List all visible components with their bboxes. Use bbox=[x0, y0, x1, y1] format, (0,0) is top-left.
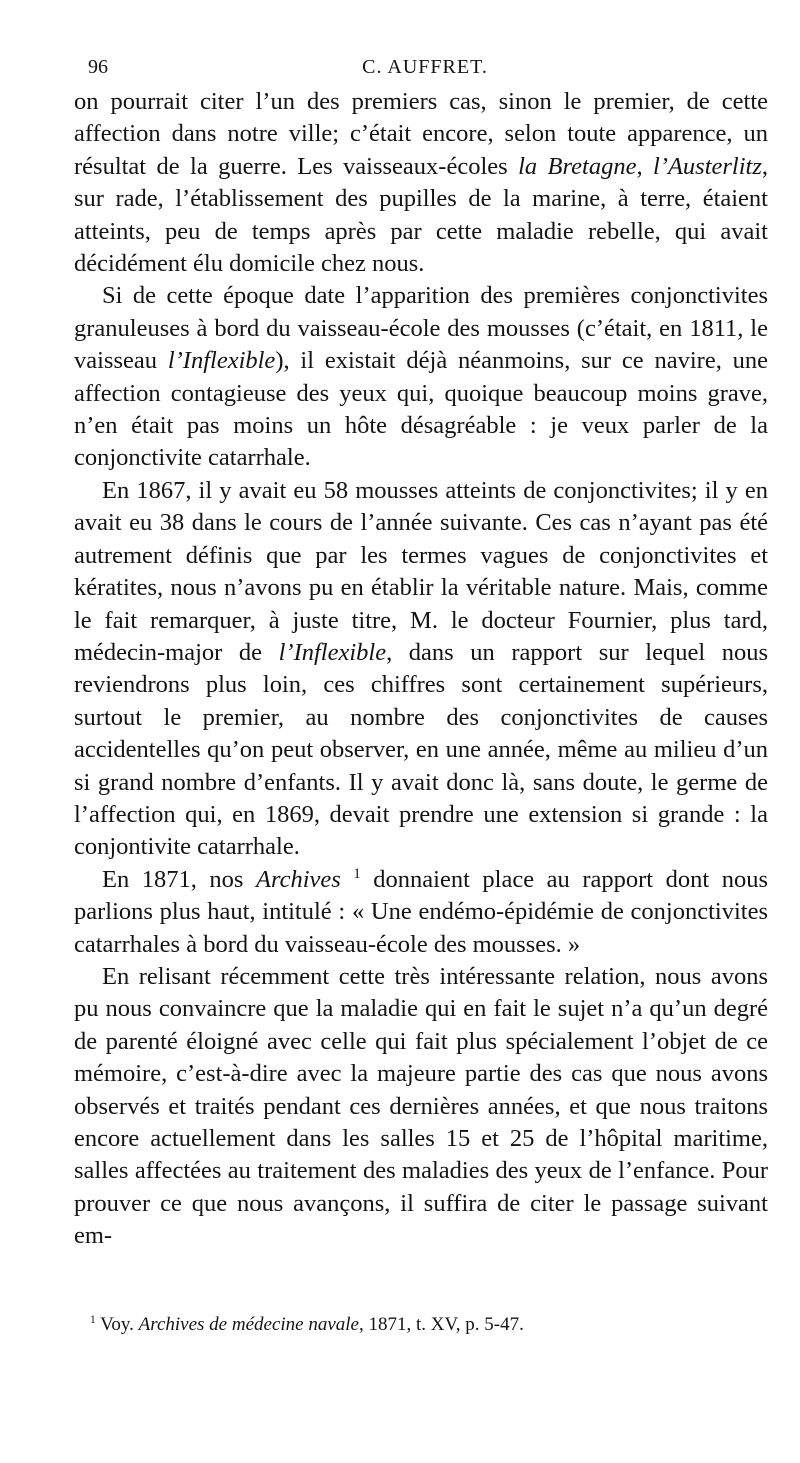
text-run: , dans un rapport sur lequel nous reviendrons plus loin, ces chiffres sont certainement supérieurs, surtout le premier, au nombre des conjonctivites de causes accidentelles qu’on peut observer, en une année, même au milieu d’un si grand nombre d’enfants. Il y avait donc là, sans doute, le germe de l’affection qui, en 1869, devait prendre une extension si grande : la conjontivite catarrhale. bbox=[74, 638, 769, 861]
text-run: donnaient place au rapport dont nous parlions plus haut, intitulé : « Une endémo-épidémie de conjonctivites catarrhales à bord du vaisseau-école des mousses. » bbox=[74, 865, 768, 958]
paragraph bbox=[74, 961, 768, 1253]
footnote-marker: 1 bbox=[90, 1314, 96, 1327]
text-run: Si de cette époque date l’apparition des premières conjonctivites granuleuses à bord du vaisseau-école des mousses (c’était, en 1811, le vaisseau bbox=[74, 282, 768, 375]
italic-text: l’Austerlitz bbox=[653, 152, 762, 180]
italic-text: Archives bbox=[256, 865, 341, 893]
text-run: En 1871, nos bbox=[102, 865, 257, 893]
text-run: , sur rade, l’établissement des pupilles de la marine, à terre, étaient atteints, peu de temps après par cette maladie rebelle, qui avait décidément élu domicile chez nous. bbox=[74, 152, 769, 278]
text-run: , 1871, t. XV, p. 5-47. bbox=[358, 1314, 524, 1335]
text-run: En relisant récemment cette très intéressante relation, nous avons pu nous convaincre que la maladie qui en fait le sujet n’a qu’un degré de parenté éloigné avec celle qui fait plus spécialement l’objet de ce mémoire, c’est-à-dire avec la majeure partie des cas que nous avons observés et traités pendant ces dernières années, et que nous traitons encore actuellement dans les salles 15 et 25 de l’hôpital maritime, salles affectées au traitement des maladies des yeux de l’enfance. Pour prouver ce que nous avançons, il suffira de citer le passage suivant em- bbox=[74, 962, 768, 1250]
text-run: on pourrait citer l’un des premiers cas, sinon le premier, de cette affection dans notre ville; c’était encore, selon toute apparence, un résultat de la guerre. Les vaisseaux-écoles bbox=[74, 88, 768, 180]
footnote-marker: 1 bbox=[353, 865, 361, 882]
italic-text: l’Inflexible bbox=[167, 347, 276, 375]
page-header bbox=[82, 56, 768, 86]
text-run bbox=[341, 866, 354, 893]
running-head: C. AUFFRET. bbox=[362, 56, 488, 78]
italic-text: l’Inflexible bbox=[278, 638, 387, 666]
italic-text: Archives de médecine navale bbox=[138, 1314, 359, 1335]
text-run: Voy. bbox=[95, 1314, 139, 1335]
text-run: En 1867, il y avait eu 58 mousses atteints de conjonctivites; il y en avait eu 38 dans le cours de l’année suivante. Ces cas n’ayant pas été autrement définis que par les termes vagues de conjonctivites et kératites, nous n’avons pu en établir la véritable nature. Mais, comme le fait remarquer, à juste titre, M. le docteur Fournier, plus tard, médecin-major de bbox=[74, 476, 768, 666]
paragraph bbox=[74, 86, 768, 280]
italic-text: la Bretagne bbox=[518, 152, 637, 180]
page-number: 96 bbox=[88, 56, 108, 78]
text-run: ), il existait déjà néanmoins, sur ce navire, une affection contagieuse des yeux qui, quoique beaucoup moins grave, n’en était pas moins un hôte désagréable : je veux parler de la conjonctivite catarrhale. bbox=[74, 347, 769, 472]
paragraph bbox=[74, 864, 768, 961]
body-text bbox=[74, 86, 768, 1253]
paragraph bbox=[74, 280, 768, 474]
paragraph bbox=[74, 475, 768, 864]
footnote bbox=[74, 1312, 768, 1338]
text-run: , bbox=[636, 152, 653, 180]
